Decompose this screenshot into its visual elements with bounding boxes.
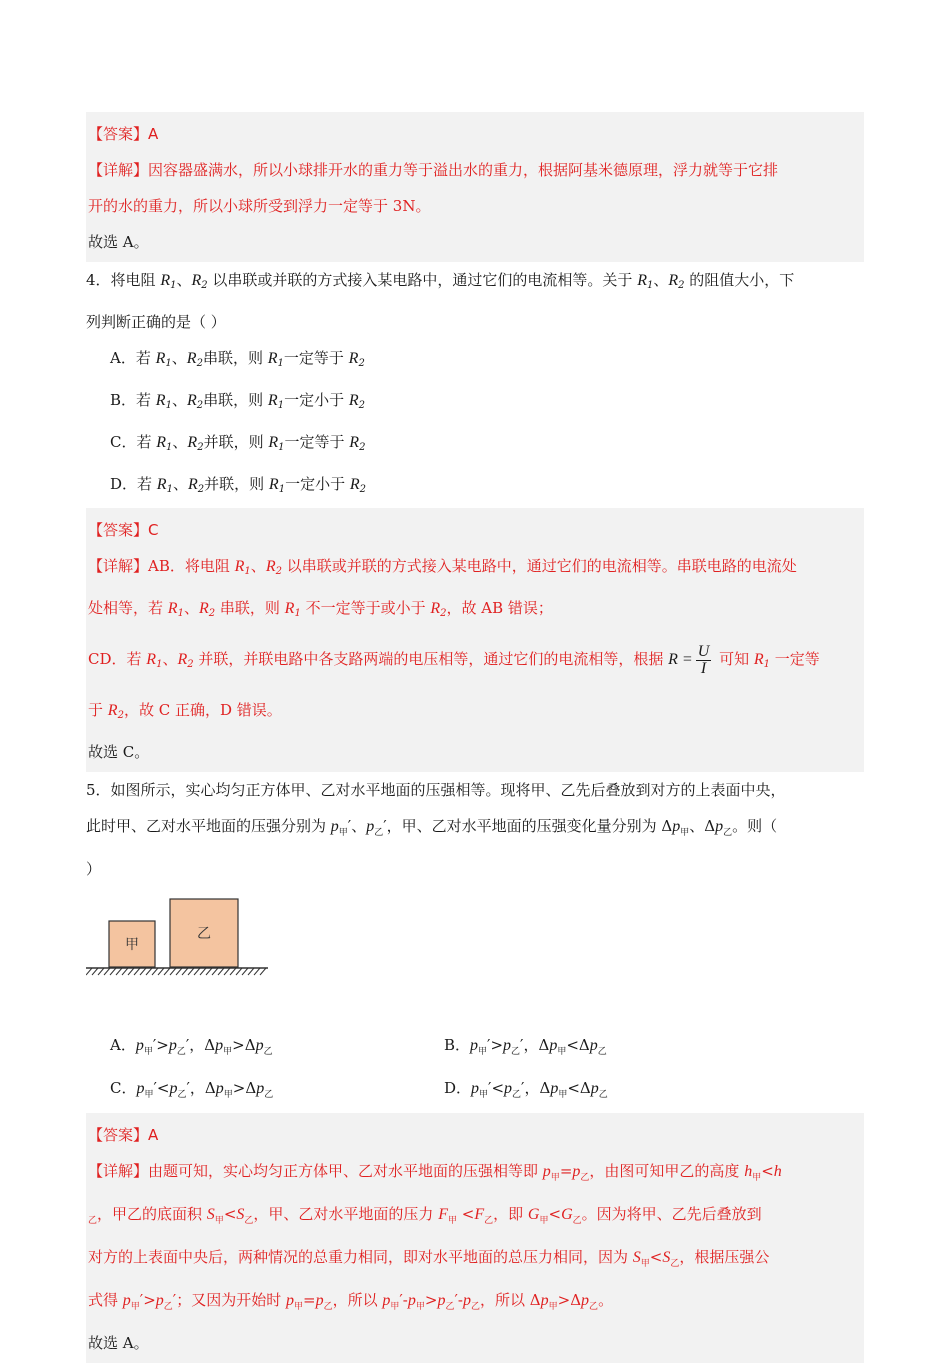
ground-hatching — [86, 968, 266, 975]
q5-detail-line-4: 式得 $p_甲'>p_乙'$；又因为开始时 $p_甲=p_乙$，所以 $p_甲'-p_甲>p_乙'-p_乙$，所以 $\Delta p_甲>\Delta p_乙$。 — [88, 1291, 614, 1312]
hatch-mark — [110, 968, 116, 975]
hatch-mark — [134, 968, 140, 975]
label-yi: 乙 — [197, 926, 211, 942]
q5-figure — [86, 887, 864, 1027]
q4-conclusion: 故选 C。 — [88, 743, 150, 761]
q5-question — [86, 772, 864, 1113]
hatch-mark — [146, 968, 152, 975]
q5-option-d[interactable]: D．$p_甲'<p_乙'$，$\Delta p_甲<\Delta p_乙$ — [444, 1079, 608, 1100]
hatch-mark — [104, 968, 110, 975]
blocks-diagram — [86, 887, 286, 1027]
q3-answer-block — [86, 112, 864, 262]
q5-stem-line-2: 此时甲、乙对水平地面的压强分别为 $p_甲'$、$p_乙'$，甲、乙对水平地面的压强变化量分别为 $\Delta p_甲$、$\Delta p_乙$。则（ — [86, 817, 778, 838]
hatch-mark — [248, 968, 254, 975]
q3-conclusion: 故选 A。 — [88, 233, 149, 251]
hatch-mark — [254, 968, 260, 975]
q5-option-a[interactable]: A．$p_甲'>p_乙'$，$\Delta p_甲>\Delta p_乙$ — [110, 1036, 273, 1057]
q5-answer-block — [86, 1113, 864, 1363]
q5-detail-line-3: 对方的上表面中央后，两种情况的总重力相同，即对水平地面的总压力相同，因为 $S_甲<S_乙$，根据压强公 — [88, 1248, 770, 1269]
hatch-mark — [230, 968, 236, 975]
hatch-mark — [224, 968, 230, 975]
hatch-mark — [140, 968, 146, 975]
hatch-mark — [116, 968, 122, 975]
q4-option-c[interactable]: C．若 $R_1$、$R_2$并联，则 $R_1$一定等于 $R_2$ — [110, 433, 366, 453]
hatch-mark — [92, 968, 98, 975]
hatch-mark — [188, 968, 194, 975]
hatch-mark — [98, 968, 104, 975]
q4-detail-line-3: CD．若 $R_1$、$R_2$ 并联，并联电路中各支路两端的电压相等，通过它们的电流相等，根据 R = $\frac{U}{I}$ 可知 $R_1$ 一定等 — [88, 642, 820, 677]
q3-answer-line: 【答案】A — [88, 125, 159, 143]
hatch-mark — [182, 968, 188, 975]
q3-detail-line-2: 开的水的重力，所以小球所受到浮力一定等于 3N。 — [88, 197, 431, 215]
q4-option-a[interactable]: A．若 $R_1$、$R_2$串联，则 $R_1$一定等于 $R_2$ — [110, 349, 365, 369]
q5-options-row-2 — [86, 1070, 864, 1113]
q4-stem-line-2: 列判断正确的是（ ） — [86, 313, 226, 331]
label-jia: 甲 — [125, 937, 139, 953]
q4-answer-line: 【答案】C — [88, 521, 159, 539]
q4-answer-block — [86, 508, 864, 772]
hatch-mark — [122, 968, 128, 975]
q5-conclusion: 故选 A。 — [88, 1334, 149, 1352]
q5-option-c[interactable]: C．$p_甲'<p_乙'$，$\Delta p_甲>\Delta p_乙$ — [110, 1079, 274, 1100]
hatch-mark — [194, 968, 200, 975]
hatch-mark — [170, 968, 176, 975]
hatch-mark — [128, 968, 134, 975]
q4-detail-line-1: 【详解】AB．将电阻 $R_1$、$R_2$ 以串联或并联的方式接入某电路中，通过它们的电流相等。串联电路的电流处 — [88, 557, 797, 577]
q4-detail-line-4: 于 $R_2$，故 C 正确，D 错误。 — [88, 701, 282, 721]
hatch-mark — [152, 968, 158, 975]
q5-detail-line-2: $_乙$，甲乙的底面积 $S_甲<S_乙$，甲、乙对水平地面的压力 $F_甲 <F_乙$，即 $G_甲<G_乙$。因为将甲、乙先后叠放到 — [88, 1205, 762, 1226]
hatch-mark — [158, 968, 164, 975]
q4-question — [86, 262, 864, 508]
hatch-mark — [176, 968, 182, 975]
q3-detail-line-1: 【详解】因容器盛满水，所以小球排开水的重力等于溢出水的重力，根据阿基米德原理，浮力就等于它排 — [88, 161, 779, 179]
q4-option-b[interactable]: B．若 $R_1$、$R_2$串联，则 $R_1$一定小于 $R_2$ — [110, 391, 365, 411]
q4-option-d[interactable]: D．若 $R_1$、$R_2$并联，则 $R_1$一定小于 $R_2$ — [110, 475, 366, 495]
q5-stem-line-3: ） — [86, 860, 102, 878]
q5-options-row-1 — [86, 1027, 864, 1070]
hatch-mark — [164, 968, 170, 975]
q4-detail-line-2: 处相等，若 $R_1$、$R_2$ 串联，则 $R_1$ 不一定等于或小于 $R_2$，故 AB 错误； — [88, 599, 553, 619]
q5-answer-line: 【答案】A — [88, 1126, 159, 1144]
hatch-mark — [206, 968, 212, 975]
hatch-mark — [218, 968, 224, 975]
q5-detail-line-1: 【详解】由题可知，实心均匀正方体甲、乙对水平地面的压强相等即 $p_甲=p_乙$，由图可知甲乙的高度 $h_甲<h$ — [88, 1162, 782, 1183]
q5-stem-line-1: 5．如图所示，实心均匀正方体甲、乙对水平地面的压强相等。现将甲、乙先后叠放到对方的上表面中央， — [86, 781, 786, 799]
hatch-mark — [242, 968, 248, 975]
document-page — [86, 112, 864, 1363]
formula-lhs: R = — [668, 651, 693, 668]
hatch-mark — [236, 968, 242, 975]
hatch-mark — [86, 968, 92, 975]
ohm-formula-fraction: $\frac{U}{I}$ — [697, 642, 710, 677]
hatch-mark — [200, 968, 206, 975]
q4-stem-line-1: 4．将电阻 $R_1$、$R_2$ 以串联或并联的方式接入某电路中，通过它们的电流相等。关于 $R_1$、$R_2$ 的阻值大小，下 — [86, 271, 795, 291]
hatch-mark — [260, 968, 266, 975]
q5-option-b[interactable]: B．$p_甲'>p_乙'$，$\Delta p_甲<\Delta p_乙$ — [444, 1036, 607, 1057]
hatch-mark — [212, 968, 218, 975]
